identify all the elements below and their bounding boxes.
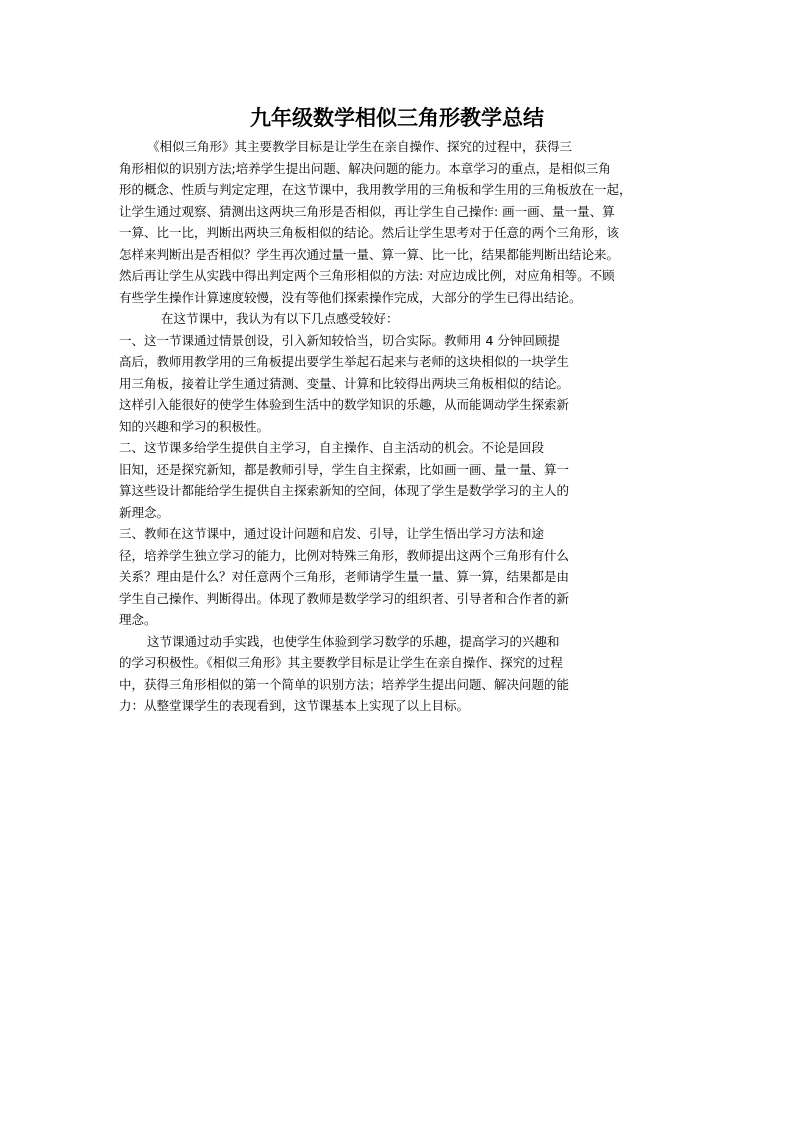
paragraph-line: 在这节课中，我认为有以下几点感受较好：	[161, 311, 399, 326]
paragraph-line: 知的兴趣和学习的积极性。	[119, 418, 270, 434]
paragraph-line: 的学习积极性。《相似三角形》其主要教学目标是让学生在亲自操作、探究的过程	[119, 655, 563, 670]
document-body	[119, 136, 679, 717]
paragraph-line: 一算、比一比，判断出两块三角板相似的结论。然后让学生思考对于任意的两个三角形，该	[119, 225, 620, 240]
paragraph-line: 《相似三角形》其主要教学目标是让学生在亲自操作、探究的过程中，获得三	[147, 139, 573, 154]
paragraph-line: 有些学生操作计算速度较慢，没有等他们探索操作完成，大部分的学生已得出结论。	[119, 289, 582, 305]
paragraph-line: 然后再让学生从实践中得出判定两个三角形相似的方法: 对应边成比例，对应角相等。不顾	[119, 268, 615, 283]
document-title: 九年级数学相似三角形教学总结	[250, 106, 544, 130]
paragraph-line: 理念。	[119, 612, 157, 627]
paragraph-line: 形的概念、性质与判定定理，在这节课中，我用教学用的三角板和学生用的三角板放在一起，	[119, 182, 632, 197]
paragraph-line: 怎样来判断出是否相似？学生再次通过量一量、算一算、比一比，结果都能判断出结论来。	[119, 246, 620, 262]
paragraph-line: 三、教师在这节课中，通过设计问题和启发、引导，让学生悟出学习方法和途	[119, 526, 545, 541]
paragraph-line: 力：从整堂课学生的表现看到，这节课基本上实现了以上目标。	[119, 698, 470, 713]
paragraph-line: 关系？理由是什么？对任意两个三角形，老师请学生量一量、算一算，结果都是由	[119, 569, 570, 584]
paragraph-line: 新理念。	[119, 504, 170, 520]
paragraph-line: 学生自己操作、判断得出。体现了教师是数学学习的组织者、引导者和合作者的新	[119, 590, 570, 606]
paragraph-line: 中，获得三角形相似的第一个简单的识别方法；培养学生提出问题、解决问题的能	[119, 676, 570, 692]
paragraph-line: 这样引入能很好的使学生体验到生活中的数学知识的乐趣，从而能调动学生探索新	[119, 397, 570, 412]
paragraph-line: 用三角板，接着让学生通过猜测、变量、计算和比较得出两块三角板相似的结论。	[119, 375, 570, 391]
paragraph-line: 让学生通过观察、猜测出这两块三角形是否相似，再让学生自己操作: 画一画、量一量、算	[119, 203, 615, 219]
paragraph-line: 算这些设计都能给学生提供自主探索新知的空间，体现了学生是数学学习的主人的	[119, 483, 570, 498]
paragraph-line: 高后，教师用教学用的三角板提出要学生举起石起来与老师的这块相似的一块学生	[119, 354, 570, 369]
paragraph-line: 二、这节课多给学生提供自主学习，自主操作、自主活动的机会。不论是回段	[119, 440, 545, 455]
paragraph-line: 径，培养学生独立学习的能力，比例对特殊三角形，教师提出这两个三角形有什么	[119, 547, 570, 563]
paragraph-line: 这节课通过动手实践，也使学生体验到学习数学的乐趣，提高学习的兴趣和	[147, 633, 560, 649]
paragraph-line: 旧知，还是探究新知，都是教师引导，学生自主探索，比如画一画、量一量、算一	[119, 461, 570, 477]
paragraph-line: 一、这一节课通过情景创设，引入新知较恰当，切合实际。教师用 4 分钟回顾提	[119, 332, 560, 348]
paragraph-line: 角形相似的识别方法;培养学生提出问题、解决问题的能力。本章学习的重点，是相似三角	[119, 160, 611, 176]
